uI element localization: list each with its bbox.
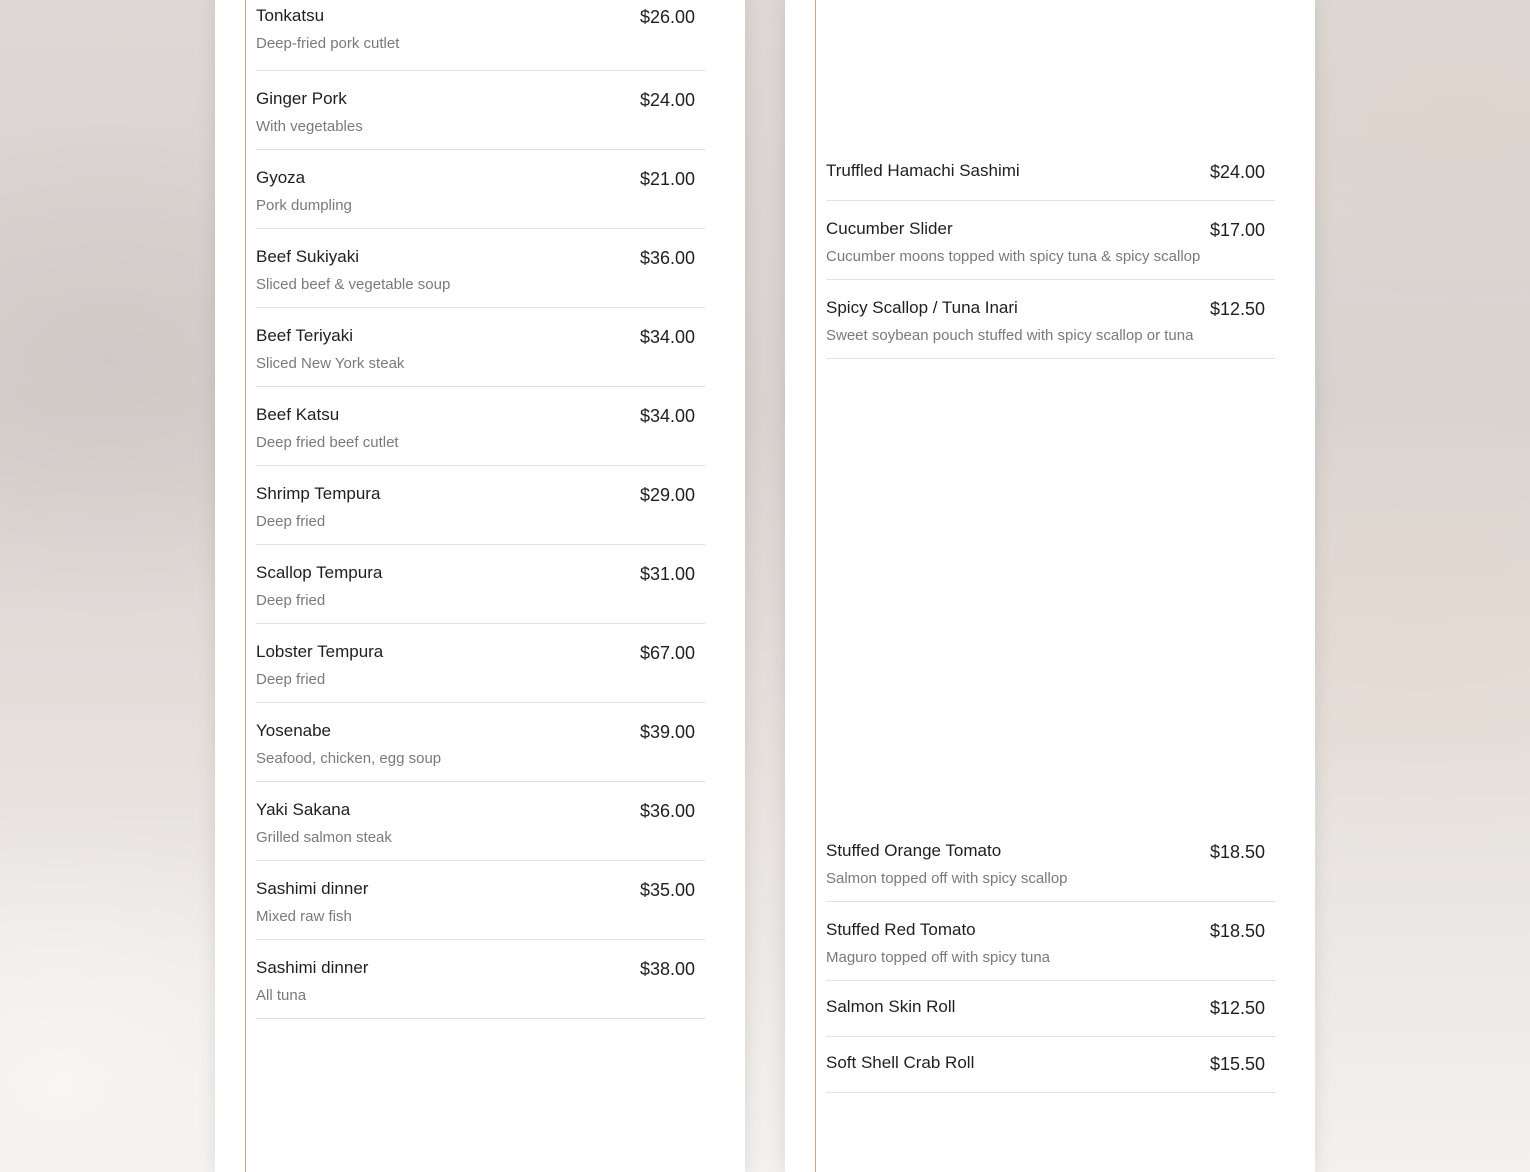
item-name: Yosenabe [256, 721, 332, 740]
item-price: $21.00 [639, 169, 695, 189]
menu-item-salmon-skin-roll[interactable] [826, 981, 1275, 1037]
item-description: Sliced beef & vegetable soup [256, 276, 451, 293]
menu-panel-left [215, 0, 745, 1172]
item-name: Stuffed Orange Tomato [826, 841, 1002, 860]
item-name: Truffled Hamachi Sashimi [826, 161, 1020, 180]
item-description: Salmon topped off with spicy scallop [826, 870, 1068, 887]
menu-item-ginger-pork[interactable] [256, 71, 705, 150]
item-description: Pork dumpling [256, 197, 352, 214]
menu-item-soft-shell-crab-roll[interactable] [826, 1037, 1275, 1093]
item-price: $35.00 [639, 880, 695, 900]
menu-item-scallop-tempura[interactable] [256, 545, 705, 624]
item-name: Salmon Skin Roll [826, 997, 956, 1016]
menu-item-yaki-sakana[interactable] [256, 782, 705, 861]
item-description: Deep fried [256, 592, 326, 609]
item-name: Ginger Pork [256, 89, 347, 108]
item-name: Beef Sukiyaki [256, 247, 359, 266]
item-price: $31.00 [639, 564, 695, 584]
item-description: Cucumber moons topped with spicy tuna & spicy scallop [826, 248, 1201, 265]
menu-panel-right [785, 0, 1315, 1172]
item-description: Deep fried [256, 513, 326, 530]
item-name: Beef Teriyaki [256, 326, 354, 345]
menu-item-beef-katsu[interactable] [256, 387, 705, 466]
item-name: Lobster Tempura [256, 642, 384, 661]
item-price: $18.50 [1209, 921, 1265, 941]
item-price: $36.00 [639, 248, 695, 268]
menu-item-beef-teriyaki[interactable] [256, 308, 705, 387]
menu-item-shrimp-tempura[interactable] [256, 466, 705, 545]
menu-list [826, 823, 1275, 1093]
item-name: Shrimp Tempura [256, 484, 381, 503]
item-name: Spicy Scallop / Tuna Inari [826, 298, 1018, 317]
menu-item-beef-sukiyaki[interactable] [256, 229, 705, 308]
item-price: $26.00 [639, 7, 695, 27]
item-description: Deep-fried pork cutlet [256, 35, 400, 52]
item-price: $15.50 [1209, 1054, 1265, 1074]
item-price: $12.50 [1209, 998, 1265, 1018]
item-description: Deep fried [256, 671, 326, 688]
item-name: Sashimi dinner [256, 958, 369, 977]
menu-item-truffled-hamachi-sashimi[interactable] [826, 145, 1275, 201]
menu-item-tonkatsu[interactable] [256, 0, 705, 71]
item-description: With vegetables [256, 118, 363, 135]
item-name: Scallop Tempura [256, 563, 383, 582]
menu-list [826, 145, 1275, 359]
item-name: Gyoza [256, 168, 306, 187]
item-price: $67.00 [639, 643, 695, 663]
accent-rule [815, 0, 816, 1172]
menu-item-stuffed-red-tomato[interactable] [826, 902, 1275, 981]
menu-item-yosenabe[interactable] [256, 703, 705, 782]
item-price: $29.00 [639, 485, 695, 505]
menu-item-stuffed-orange-tomato[interactable] [826, 823, 1275, 902]
menu-item-sashimi-dinner-tuna[interactable] [256, 940, 705, 1019]
menu-list [256, 0, 705, 1019]
item-price: $38.00 [639, 959, 695, 979]
item-price: $18.50 [1209, 842, 1265, 862]
item-name: Beef Katsu [256, 405, 340, 424]
item-description: Sweet soybean pouch stuffed with spicy scallop or tuna [826, 327, 1194, 344]
menu-item-sashimi-dinner-mixed[interactable] [256, 861, 705, 940]
item-price: $39.00 [639, 722, 695, 742]
menu-item-lobster-tempura[interactable] [256, 624, 705, 703]
accent-rule [245, 0, 246, 1172]
menu-item-gyoza[interactable] [256, 150, 705, 229]
item-description: Grilled salmon steak [256, 829, 392, 846]
item-price: $24.00 [1209, 162, 1265, 182]
item-description: Mixed raw fish [256, 908, 352, 925]
item-name: Stuffed Red Tomato [826, 920, 976, 939]
menu-item-cucumber-slider[interactable] [826, 201, 1275, 280]
item-description: Seafood, chicken, egg soup [256, 750, 442, 767]
item-name: Tonkatsu [256, 6, 325, 25]
item-name: Soft Shell Crab Roll [826, 1053, 975, 1072]
item-price: $34.00 [639, 327, 695, 347]
item-name: Yaki Sakana [256, 800, 351, 819]
item-description: Sliced New York steak [256, 355, 405, 372]
item-name: Cucumber Slider [826, 219, 953, 238]
item-price: $24.00 [639, 90, 695, 110]
item-price: $36.00 [639, 801, 695, 821]
item-price: $34.00 [639, 406, 695, 426]
item-price: $17.00 [1209, 220, 1265, 240]
item-description: Maguro topped off with spicy tuna [826, 949, 1051, 966]
item-description: Deep fried beef cutlet [256, 434, 399, 451]
item-name: Sashimi dinner [256, 879, 369, 898]
menu-item-spicy-scallop-tuna-inari[interactable] [826, 280, 1275, 359]
item-description: All tuna [256, 987, 307, 1004]
item-price: $12.50 [1209, 299, 1265, 319]
